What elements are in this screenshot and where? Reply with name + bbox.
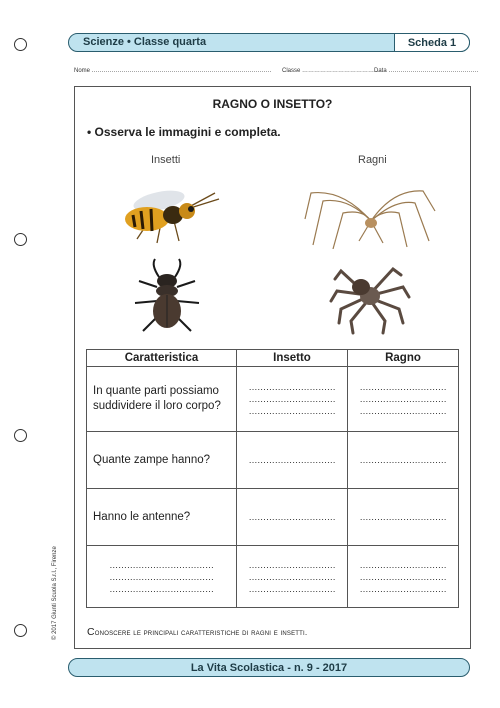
nome-field[interactable]: Nome ……………………………………………………………………………… xyxy=(74,68,272,74)
question-cell: In quante parti possiamo suddividere il loro corpo? xyxy=(87,367,237,432)
ragno-answer-cell[interactable]: ………………………… xyxy=(348,489,459,546)
tarantula-image xyxy=(327,257,413,335)
binder-hole-upper xyxy=(14,233,27,246)
header-bar xyxy=(68,33,470,52)
header-insetto: Insetto xyxy=(237,350,348,367)
scheda-label: Scheda 1 xyxy=(394,33,470,52)
insetto-answer-cell[interactable]: ………………………… xyxy=(237,489,348,546)
ragni-label: Ragni xyxy=(358,154,387,166)
custom-question-cell[interactable]: ……………………………… ……………………………… ……………………………… xyxy=(87,546,237,608)
worksheet-title: RAGNO O INSETTO? xyxy=(212,97,333,111)
insetto-answer-cell[interactable]: ………………………… xyxy=(237,432,348,489)
insetto-answer-cell[interactable]: ………………………… ………………………… ………………………… xyxy=(237,367,348,432)
ragno-answer-cell[interactable]: ………………………… ………………………… ………………………… xyxy=(348,546,459,608)
stag-beetle-image xyxy=(129,257,205,337)
header-caratteristica: Caratteristica xyxy=(87,350,237,367)
binder-hole-bottom xyxy=(14,624,27,637)
footer-bar: La Vita Scolastica - n. 9 - 2017 xyxy=(68,658,470,677)
question-cell: Quante zampe hanno? xyxy=(87,432,237,489)
wasp-image xyxy=(119,179,223,249)
ragno-answer-cell[interactable]: ………………………… xyxy=(348,432,459,489)
table-row xyxy=(87,432,459,489)
binder-hole-lower xyxy=(14,429,27,442)
ragno-answer-cell[interactable]: ………………………… ………………………… ………………………… xyxy=(348,367,459,432)
copyright-text: © 2017 Giunti Scuola S.r.l., Firenze xyxy=(52,546,58,640)
question-cell: Hanno le antenne? xyxy=(87,489,237,546)
comparison-table xyxy=(86,349,459,608)
insetto-answer-cell[interactable]: ………………………… ………………………… ………………………… xyxy=(237,546,348,608)
binder-hole-top xyxy=(14,38,27,51)
table-row xyxy=(87,546,459,608)
learning-goal: Conoscere le principali caratteristiche di ragni e insetti. xyxy=(87,626,308,638)
data-field[interactable]: Data ……………………………………… xyxy=(374,68,479,74)
long-legged-spider-image xyxy=(303,179,439,249)
header-title: Scienze • Classe quarta xyxy=(83,36,207,48)
header-ragno: Ragno xyxy=(348,350,459,367)
table-header-row xyxy=(87,350,459,367)
table-row xyxy=(87,367,459,432)
worksheet-frame xyxy=(74,86,471,649)
instruction-text: • Osserva le immagini e completa. xyxy=(87,125,281,139)
table-row xyxy=(87,489,459,546)
insetti-label: Insetti xyxy=(151,154,181,166)
classe-field[interactable]: Classe ………………………………… xyxy=(282,68,381,74)
